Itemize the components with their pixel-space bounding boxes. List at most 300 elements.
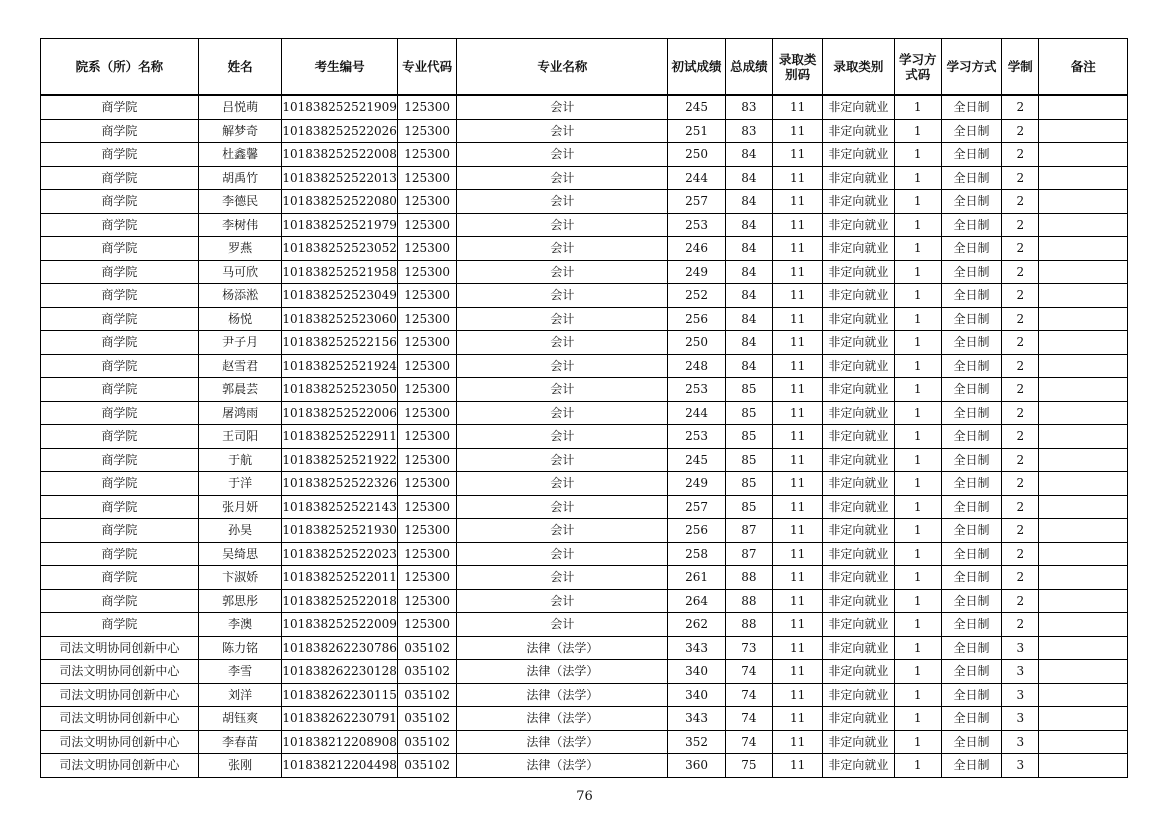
- cell-name: 郭晨芸: [198, 378, 281, 402]
- cell-department: 商学院: [41, 354, 199, 378]
- cell-major-code: 125300: [397, 354, 456, 378]
- cell-admission-type: 非定向就业: [823, 754, 894, 778]
- cell-admission-code: 11: [772, 472, 822, 496]
- cell-admission-type: 非定向就业: [823, 472, 894, 496]
- table-row: [41, 448, 1128, 472]
- cell-name: 解梦奇: [198, 119, 281, 143]
- cell-study-mode: 全日制: [941, 683, 1001, 707]
- cell-remarks: [1039, 378, 1128, 402]
- cell-candidate-id: 101838252523052: [282, 237, 398, 261]
- cell-remarks: [1039, 495, 1128, 519]
- cell-remarks: [1039, 566, 1128, 590]
- cell-name: 王司阳: [198, 425, 281, 449]
- cell-remarks: [1039, 660, 1128, 684]
- cell-department: 司法文明协同创新中心: [41, 683, 199, 707]
- cell-remarks: [1039, 613, 1128, 637]
- cell-study-mode: 全日制: [941, 448, 1001, 472]
- cell-remarks: [1039, 636, 1128, 660]
- cell-admission-code: 11: [772, 566, 822, 590]
- table-row: [41, 542, 1128, 566]
- cell-remarks: [1039, 166, 1128, 190]
- cell-candidate-id: 101838252522023: [282, 542, 398, 566]
- cell-candidate-id: 101838252522143: [282, 495, 398, 519]
- cell-prelim-score: 253: [668, 378, 725, 402]
- cell-study-mode-code: 1: [894, 378, 941, 402]
- cell-admission-type: 非定向就业: [823, 636, 894, 660]
- cell-name: 吴绮思: [198, 542, 281, 566]
- cell-major-code: 125300: [397, 589, 456, 613]
- cell-remarks: [1039, 237, 1128, 261]
- cell-department: 商学院: [41, 237, 199, 261]
- cell-candidate-id: 101838252523049: [282, 284, 398, 308]
- cell-admission-type: 非定向就业: [823, 190, 894, 214]
- cell-department: 商学院: [41, 519, 199, 543]
- cell-remarks: [1039, 307, 1128, 331]
- cell-prelim-score: 360: [668, 754, 725, 778]
- cell-candidate-id: 101838252522326: [282, 472, 398, 496]
- cell-major-name: 会计: [457, 613, 668, 637]
- cell-major-code: 125300: [397, 331, 456, 355]
- cell-remarks: [1039, 143, 1128, 167]
- cell-name: 杨悦: [198, 307, 281, 331]
- cell-study-mode-code: 1: [894, 237, 941, 261]
- cell-study-mode-code: 1: [894, 566, 941, 590]
- cell-admission-type: 非定向就业: [823, 143, 894, 167]
- cell-admission-type: 非定向就业: [823, 284, 894, 308]
- cell-study-mode-code: 1: [894, 542, 941, 566]
- header-major-code: 专业代码: [397, 39, 456, 96]
- cell-admission-type: 非定向就业: [823, 730, 894, 754]
- cell-total-score: 88: [725, 589, 772, 613]
- cell-candidate-id: 101838252521958: [282, 260, 398, 284]
- cell-admission-code: 11: [772, 683, 822, 707]
- cell-total-score: 88: [725, 566, 772, 590]
- cell-total-score: 84: [725, 237, 772, 261]
- cell-duration: 3: [1002, 683, 1039, 707]
- cell-name: 李雪: [198, 660, 281, 684]
- table-row: [41, 213, 1128, 237]
- cell-study-mode: 全日制: [941, 307, 1001, 331]
- cell-admission-code: 11: [772, 354, 822, 378]
- table-row: [41, 707, 1128, 731]
- cell-candidate-id: 101838252522011: [282, 566, 398, 590]
- cell-remarks: [1039, 354, 1128, 378]
- cell-study-mode: 全日制: [941, 190, 1001, 214]
- cell-major-name: 会计: [457, 495, 668, 519]
- cell-study-mode-code: 1: [894, 213, 941, 237]
- cell-total-score: 84: [725, 190, 772, 214]
- cell-candidate-id: 101838252522008: [282, 143, 398, 167]
- cell-study-mode: 全日制: [941, 284, 1001, 308]
- cell-major-name: 会计: [457, 307, 668, 331]
- cell-study-mode-code: 1: [894, 166, 941, 190]
- cell-remarks: [1039, 707, 1128, 731]
- cell-study-mode-code: 1: [894, 730, 941, 754]
- cell-major-code: 125300: [397, 95, 456, 119]
- cell-study-mode: 全日制: [941, 730, 1001, 754]
- cell-major-name: 法律（法学）: [457, 683, 668, 707]
- cell-prelim-score: 245: [668, 95, 725, 119]
- cell-candidate-id: 101838262230128: [282, 660, 398, 684]
- cell-department: 商学院: [41, 143, 199, 167]
- cell-admission-code: 11: [772, 95, 822, 119]
- cell-prelim-score: 253: [668, 213, 725, 237]
- cell-total-score: 75: [725, 754, 772, 778]
- cell-remarks: [1039, 730, 1128, 754]
- table-row: [41, 378, 1128, 402]
- cell-duration: 2: [1002, 613, 1039, 637]
- cell-department: 商学院: [41, 307, 199, 331]
- cell-total-score: 74: [725, 730, 772, 754]
- table-row: [41, 307, 1128, 331]
- header-duration: 学制: [1002, 39, 1039, 96]
- header-total-score: 总成绩: [725, 39, 772, 96]
- cell-candidate-id: 101838252522018: [282, 589, 398, 613]
- cell-major-code: 125300: [397, 542, 456, 566]
- cell-study-mode-code: 1: [894, 707, 941, 731]
- cell-admission-type: 非定向就业: [823, 519, 894, 543]
- cell-department: 商学院: [41, 401, 199, 425]
- cell-duration: 3: [1002, 730, 1039, 754]
- cell-admission-code: 11: [772, 495, 822, 519]
- cell-total-score: 85: [725, 401, 772, 425]
- table-row: [41, 683, 1128, 707]
- cell-admission-type: 非定向就业: [823, 425, 894, 449]
- cell-department: 司法文明协同创新中心: [41, 730, 199, 754]
- table-row: [41, 613, 1128, 637]
- cell-total-score: 84: [725, 331, 772, 355]
- cell-candidate-id: 101838252521979: [282, 213, 398, 237]
- cell-study-mode: 全日制: [941, 542, 1001, 566]
- cell-study-mode: 全日制: [941, 660, 1001, 684]
- cell-admission-type: 非定向就业: [823, 495, 894, 519]
- cell-duration: 2: [1002, 519, 1039, 543]
- cell-prelim-score: 250: [668, 143, 725, 167]
- cell-study-mode-code: 1: [894, 401, 941, 425]
- table-row: [41, 660, 1128, 684]
- cell-duration: 2: [1002, 190, 1039, 214]
- table-row: [41, 401, 1128, 425]
- cell-duration: 3: [1002, 636, 1039, 660]
- cell-admission-type: 非定向就业: [823, 448, 894, 472]
- cell-major-name: 会计: [457, 166, 668, 190]
- cell-study-mode: 全日制: [941, 119, 1001, 143]
- cell-study-mode-code: 1: [894, 354, 941, 378]
- cell-name: 吕悦萌: [198, 95, 281, 119]
- cell-total-score: 84: [725, 166, 772, 190]
- cell-major-name: 会计: [457, 213, 668, 237]
- header-department: 院系（所）名称: [41, 39, 199, 96]
- cell-major-code: 125300: [397, 237, 456, 261]
- cell-admission-code: 11: [772, 425, 822, 449]
- cell-total-score: 83: [725, 95, 772, 119]
- cell-study-mode: 全日制: [941, 589, 1001, 613]
- cell-admission-type: 非定向就业: [823, 589, 894, 613]
- cell-study-mode: 全日制: [941, 425, 1001, 449]
- cell-duration: 2: [1002, 425, 1039, 449]
- cell-prelim-score: 256: [668, 307, 725, 331]
- cell-admission-type: 非定向就业: [823, 683, 894, 707]
- cell-study-mode-code: 1: [894, 589, 941, 613]
- cell-department: 商学院: [41, 119, 199, 143]
- cell-admission-type: 非定向就业: [823, 95, 894, 119]
- table-body: [41, 95, 1128, 777]
- cell-total-score: 85: [725, 425, 772, 449]
- cell-candidate-id: 101838252521922: [282, 448, 398, 472]
- header-admission-type: 录取类别: [823, 39, 894, 96]
- cell-study-mode-code: 1: [894, 284, 941, 308]
- cell-major-name: 会计: [457, 143, 668, 167]
- cell-study-mode: 全日制: [941, 566, 1001, 590]
- cell-admission-type: 非定向就业: [823, 260, 894, 284]
- cell-department: 商学院: [41, 378, 199, 402]
- cell-duration: 2: [1002, 378, 1039, 402]
- header-remarks: 备注: [1039, 39, 1128, 96]
- cell-name: 刘洋: [198, 683, 281, 707]
- cell-admission-code: 11: [772, 237, 822, 261]
- cell-department: 商学院: [41, 260, 199, 284]
- cell-department: 司法文明协同创新中心: [41, 754, 199, 778]
- cell-name: 李澳: [198, 613, 281, 637]
- cell-department: 商学院: [41, 190, 199, 214]
- cell-admission-code: 11: [772, 143, 822, 167]
- cell-name: 李德民: [198, 190, 281, 214]
- cell-prelim-score: 245: [668, 448, 725, 472]
- cell-major-code: 125300: [397, 472, 456, 496]
- cell-prelim-score: 244: [668, 401, 725, 425]
- cell-prelim-score: 249: [668, 472, 725, 496]
- table-row: [41, 425, 1128, 449]
- cell-candidate-id: 101838252522006: [282, 401, 398, 425]
- cell-study-mode: 全日制: [941, 331, 1001, 355]
- cell-total-score: 74: [725, 660, 772, 684]
- header-row: [41, 39, 1128, 96]
- cell-prelim-score: 258: [668, 542, 725, 566]
- cell-remarks: [1039, 425, 1128, 449]
- cell-duration: 2: [1002, 143, 1039, 167]
- cell-duration: 2: [1002, 331, 1039, 355]
- cell-remarks: [1039, 190, 1128, 214]
- cell-study-mode-code: 1: [894, 636, 941, 660]
- cell-admission-type: 非定向就业: [823, 307, 894, 331]
- cell-candidate-id: 101838252522026: [282, 119, 398, 143]
- cell-total-score: 87: [725, 519, 772, 543]
- cell-name: 屠鸿雨: [198, 401, 281, 425]
- cell-department: 商学院: [41, 495, 199, 519]
- cell-major-code: 035102: [397, 660, 456, 684]
- cell-total-score: 84: [725, 213, 772, 237]
- cell-admission-code: 11: [772, 542, 822, 566]
- cell-prelim-score: 262: [668, 613, 725, 637]
- cell-total-score: 74: [725, 683, 772, 707]
- cell-total-score: 74: [725, 707, 772, 731]
- table-row: [41, 589, 1128, 613]
- cell-major-code: 035102: [397, 683, 456, 707]
- cell-department: 商学院: [41, 95, 199, 119]
- cell-duration: 2: [1002, 495, 1039, 519]
- cell-major-code: 125300: [397, 401, 456, 425]
- cell-prelim-score: 253: [668, 425, 725, 449]
- cell-duration: 2: [1002, 119, 1039, 143]
- cell-prelim-score: 251: [668, 119, 725, 143]
- cell-total-score: 83: [725, 119, 772, 143]
- table-row: [41, 730, 1128, 754]
- cell-admission-type: 非定向就业: [823, 401, 894, 425]
- table-row: [41, 95, 1128, 119]
- cell-admission-type: 非定向就业: [823, 707, 894, 731]
- cell-admission-type: 非定向就业: [823, 542, 894, 566]
- cell-remarks: [1039, 448, 1128, 472]
- cell-study-mode: 全日制: [941, 519, 1001, 543]
- cell-major-name: 法律（法学）: [457, 707, 668, 731]
- table-row: [41, 636, 1128, 660]
- table-row: [41, 284, 1128, 308]
- cell-prelim-score: 246: [668, 237, 725, 261]
- cell-major-name: 会计: [457, 542, 668, 566]
- cell-admission-code: 11: [772, 331, 822, 355]
- cell-admission-type: 非定向就业: [823, 166, 894, 190]
- cell-admission-code: 11: [772, 307, 822, 331]
- cell-major-name: 会计: [457, 589, 668, 613]
- cell-department: 商学院: [41, 166, 199, 190]
- cell-prelim-score: 256: [668, 519, 725, 543]
- cell-admission-code: 11: [772, 589, 822, 613]
- cell-study-mode: 全日制: [941, 636, 1001, 660]
- cell-admission-type: 非定向就业: [823, 331, 894, 355]
- cell-major-code: 035102: [397, 636, 456, 660]
- cell-prelim-score: 252: [668, 284, 725, 308]
- cell-major-code: 125300: [397, 260, 456, 284]
- cell-duration: 2: [1002, 566, 1039, 590]
- cell-study-mode: 全日制: [941, 213, 1001, 237]
- cell-study-mode-code: 1: [894, 448, 941, 472]
- cell-major-code: 125300: [397, 284, 456, 308]
- cell-study-mode-code: 1: [894, 754, 941, 778]
- cell-major-code: 125300: [397, 190, 456, 214]
- cell-study-mode-code: 1: [894, 472, 941, 496]
- cell-remarks: [1039, 260, 1128, 284]
- cell-admission-code: 11: [772, 166, 822, 190]
- cell-name: 马可欣: [198, 260, 281, 284]
- cell-total-score: 84: [725, 284, 772, 308]
- cell-admission-code: 11: [772, 284, 822, 308]
- cell-duration: 2: [1002, 166, 1039, 190]
- cell-remarks: [1039, 401, 1128, 425]
- cell-admission-code: 11: [772, 190, 822, 214]
- cell-name: 卞淑娇: [198, 566, 281, 590]
- cell-candidate-id: 101838252522156: [282, 331, 398, 355]
- cell-study-mode: 全日制: [941, 166, 1001, 190]
- cell-department: 商学院: [41, 589, 199, 613]
- cell-name: 李树伟: [198, 213, 281, 237]
- table-row: [41, 190, 1128, 214]
- cell-department: 商学院: [41, 542, 199, 566]
- cell-study-mode-code: 1: [894, 519, 941, 543]
- cell-candidate-id: 101838252523060: [282, 307, 398, 331]
- cell-study-mode-code: 1: [894, 260, 941, 284]
- cell-admission-type: 非定向就业: [823, 213, 894, 237]
- cell-major-name: 会计: [457, 566, 668, 590]
- cell-major-code: 125300: [397, 213, 456, 237]
- cell-remarks: [1039, 589, 1128, 613]
- cell-study-mode: 全日制: [941, 143, 1001, 167]
- cell-prelim-score: 264: [668, 589, 725, 613]
- cell-department: 司法文明协同创新中心: [41, 660, 199, 684]
- cell-candidate-id: 101838252521924: [282, 354, 398, 378]
- cell-candidate-id: 101838252522080: [282, 190, 398, 214]
- header-name: 姓名: [198, 39, 281, 96]
- cell-duration: 2: [1002, 213, 1039, 237]
- cell-duration: 2: [1002, 472, 1039, 496]
- cell-study-mode-code: 1: [894, 495, 941, 519]
- cell-department: 商学院: [41, 213, 199, 237]
- cell-admission-code: 11: [772, 613, 822, 637]
- cell-candidate-id: 101838252521930: [282, 519, 398, 543]
- cell-major-code: 125300: [397, 613, 456, 637]
- cell-major-name: 法律（法学）: [457, 636, 668, 660]
- cell-major-name: 会计: [457, 472, 668, 496]
- header-candidate-id: 考生编号: [282, 39, 398, 96]
- cell-study-mode-code: 1: [894, 95, 941, 119]
- cell-major-name: 会计: [457, 284, 668, 308]
- cell-admission-type: 非定向就业: [823, 566, 894, 590]
- cell-major-code: 035102: [397, 754, 456, 778]
- cell-admission-code: 11: [772, 707, 822, 731]
- cell-admission-code: 11: [772, 660, 822, 684]
- cell-name: 于洋: [198, 472, 281, 496]
- cell-admission-code: 11: [772, 260, 822, 284]
- cell-remarks: [1039, 542, 1128, 566]
- cell-admission-type: 非定向就业: [823, 613, 894, 637]
- cell-remarks: [1039, 519, 1128, 543]
- cell-major-name: 会计: [457, 401, 668, 425]
- cell-admission-code: 11: [772, 213, 822, 237]
- cell-total-score: 85: [725, 448, 772, 472]
- cell-prelim-score: 261: [668, 566, 725, 590]
- cell-total-score: 84: [725, 260, 772, 284]
- cell-candidate-id: 101838212208908: [282, 730, 398, 754]
- cell-name: 陈力铭: [198, 636, 281, 660]
- table-row: [41, 119, 1128, 143]
- cell-total-score: 85: [725, 378, 772, 402]
- cell-duration: 2: [1002, 237, 1039, 261]
- cell-study-mode-code: 1: [894, 660, 941, 684]
- cell-major-code: 125300: [397, 448, 456, 472]
- cell-prelim-score: 249: [668, 260, 725, 284]
- cell-admission-code: 11: [772, 378, 822, 402]
- cell-major-name: 会计: [457, 354, 668, 378]
- cell-duration: 2: [1002, 401, 1039, 425]
- cell-admission-type: 非定向就业: [823, 660, 894, 684]
- table-row: [41, 166, 1128, 190]
- cell-major-name: 会计: [457, 519, 668, 543]
- cell-study-mode-code: 1: [894, 683, 941, 707]
- cell-name: 尹子月: [198, 331, 281, 355]
- cell-study-mode-code: 1: [894, 307, 941, 331]
- cell-study-mode: 全日制: [941, 495, 1001, 519]
- cell-major-name: 法律（法学）: [457, 730, 668, 754]
- cell-total-score: 85: [725, 495, 772, 519]
- cell-major-code: 125300: [397, 378, 456, 402]
- cell-remarks: [1039, 683, 1128, 707]
- cell-major-name: 法律（法学）: [457, 660, 668, 684]
- cell-candidate-id: 101838212204498: [282, 754, 398, 778]
- table-row: [41, 260, 1128, 284]
- cell-remarks: [1039, 331, 1128, 355]
- cell-candidate-id: 101838252522009: [282, 613, 398, 637]
- cell-admission-code: 11: [772, 754, 822, 778]
- cell-prelim-score: 343: [668, 636, 725, 660]
